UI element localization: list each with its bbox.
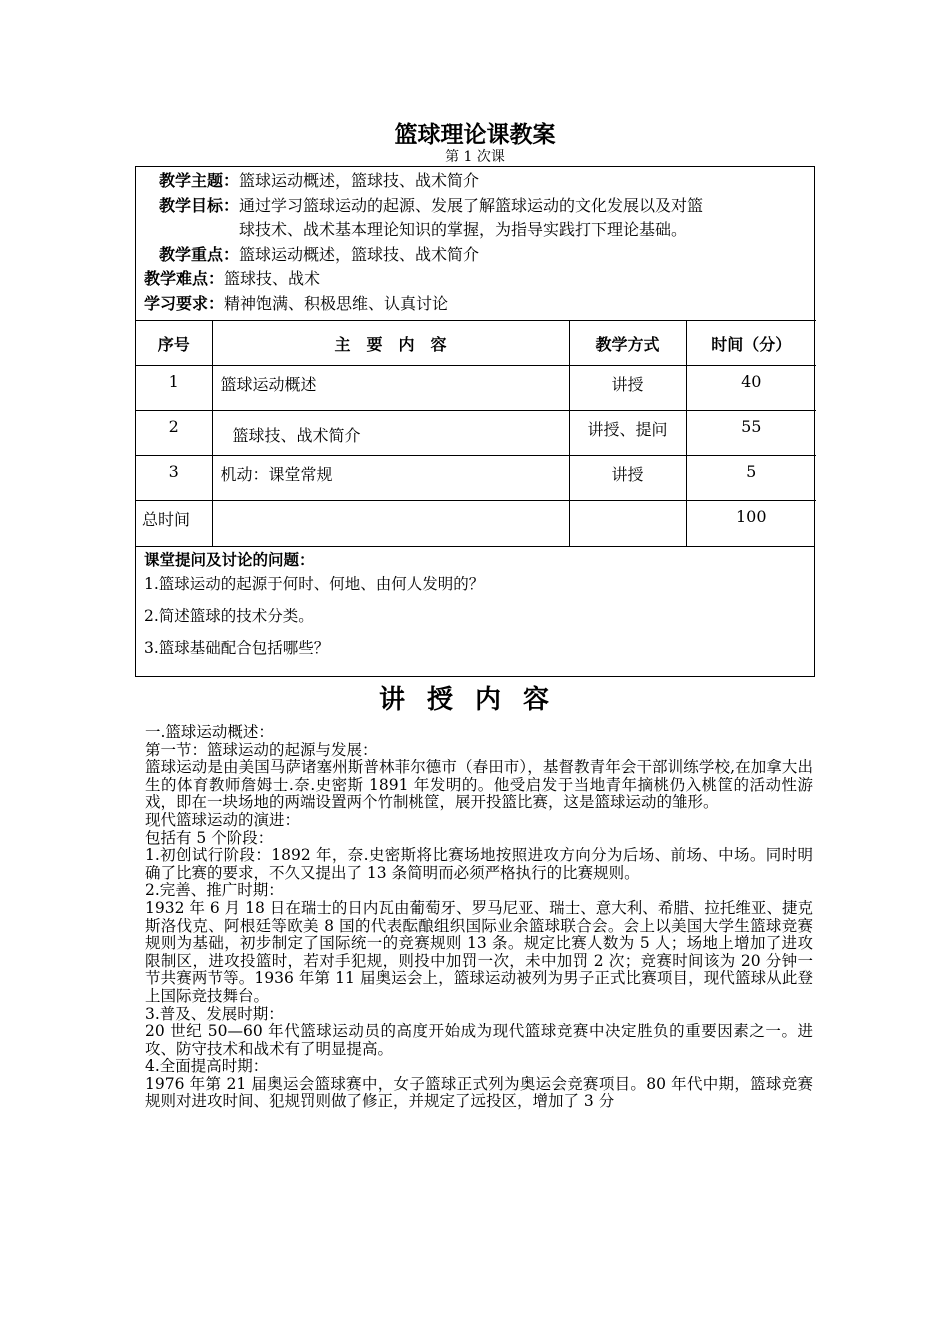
- total-label: 总时间: [136, 501, 212, 546]
- lecture-paragraph: 1932 年 6 月 18 日在瑞士的日内瓦由葡萄牙、罗马尼亚、瑞士、意大利、希腊、拉托维亚、捷克斯洛伐克、阿根廷等欧美 8 国的代表酝酿组织国际业余篮球联合会。会上以美国大学生篮球竞赛规则为基础，初步制定了国际统一的竞赛规则 13 条。规定比赛人数为 5 人；场地上增加了进攻限制区，进攻投篮时，若对手犯规，则投中加罚一次，未中加罚 2 次；竞赛时间该为 20 分钟一节共赛两节等。1936 年第 11 届奥运会上，篮球运动被列为男子正式比赛项目，现代篮球从此登上国际竞技舞台。: [145, 898, 813, 1005]
- requirement-line: [144, 292, 806, 317]
- difficulty-label: 教学难点：: [144, 269, 225, 288]
- table-header-row: [136, 321, 816, 366]
- lesson-info: [136, 167, 814, 320]
- key-value: 篮球运动概述，篮球技、战术简介: [239, 244, 480, 264]
- requirement-label: 学习要求：: [144, 293, 225, 313]
- table-row: [136, 366, 816, 411]
- lecture-paragraph: 2.完善、推广时期：: [145, 881, 284, 900]
- lecture-paragraph: 4.全面提高时期：: [145, 1057, 269, 1076]
- total-value: 100: [686, 501, 816, 546]
- row-method: 讲授: [569, 366, 686, 411]
- row-number: 3: [136, 456, 212, 501]
- goal-label: 教学目标：: [159, 195, 240, 215]
- lecture-paragraph: 20 世纪 50—60 年代篮球运动员的高度开始成为现代篮球竞赛中决定胜负的重要因素之一。进攻、防守技术和战术有了明显提高。: [145, 1022, 814, 1058]
- lecture-paragraph: 一.篮球运动概述：: [145, 723, 274, 741]
- lecture-paragraph: 第一节：篮球运动的起源与发展：: [145, 740, 378, 759]
- lesson-number: 第 1 次课: [445, 149, 505, 165]
- goal-value-2: 球技术、战术基本理论知识的掌握，为指导实践打下理论基础。: [239, 220, 688, 239]
- header-content: 主 要 内 容: [212, 321, 569, 366]
- schedule-table: [136, 320, 816, 546]
- lecture-paragraph: 篮球运动是由美国马萨诸塞州斯普林菲尔德市（春田市），基督教青年会干部训练学校,在加拿大出生的体育教师詹姆士.奈.史密斯 1891 年发明的。他受启发于当地青年摘桃仍入桃筐的活动性游戏，即在一块场地的两端设置两个竹制桃筐，展开投篮比赛，这是篮球运动的雏形。: [145, 758, 813, 812]
- lecture-paragraph: 1976 年第 21 届奥运会篮球赛中，女子篮球正式列为奥运会竞赛项目。80 年代中期，篮球竞赛规则对进攻时间、犯规罚则做了修正，并规定了远投区，增加了 3 分: [145, 1074, 813, 1111]
- lecture-paragraph: 1.初创试行阶段：1892 年，奈.史密斯将比赛场地按照进攻方向分为后场、前场、中场。同时明确了比赛的要求，不久又提出了 13 条简明而必须严格执行的比赛规则。: [145, 846, 813, 882]
- lecture-paragraph: 包括有 5 个阶段：: [145, 828, 274, 847]
- goal-line: [144, 194, 806, 219]
- row-method: 讲授: [569, 456, 686, 501]
- row-time: 40: [686, 366, 816, 411]
- table-row: [136, 456, 816, 501]
- discussion-questions: [136, 546, 814, 676]
- lecture-body: [145, 724, 813, 1111]
- goal-value-1: 通过学习篮球运动的起源、发展了解篮球运动的文化发展以及对篮: [239, 195, 704, 215]
- row-content: 机动：课堂常规: [212, 456, 569, 501]
- row-time: 55: [686, 411, 816, 456]
- question-item: 1.篮球运动的起源于何时、何地、由何人发明的？: [144, 574, 485, 593]
- question-item: 3.篮球基础配合包括哪些？: [144, 638, 330, 657]
- lesson-plan-box: [135, 166, 815, 677]
- requirement-value: 精神饱满、积极思维、认真讨论: [224, 293, 449, 313]
- key-line: [144, 243, 806, 268]
- difficulty-value: 篮球技、战术: [224, 269, 321, 288]
- lecture-paragraph: 现代篮球运动的演进：: [145, 810, 301, 829]
- page-title: 篮球理论课教案: [394, 122, 556, 148]
- difficulty-line: [144, 267, 806, 292]
- table-row: [136, 411, 816, 456]
- row-method: 讲授、提问: [569, 411, 686, 456]
- row-number: 1: [136, 366, 212, 411]
- row-content: 篮球运动概述: [212, 366, 569, 411]
- goal-line-continued: [144, 218, 806, 243]
- total-empty-cell: [212, 501, 569, 546]
- header-number: 序号: [136, 321, 212, 366]
- total-row: [136, 501, 816, 546]
- header-method: 教学方式: [569, 321, 686, 366]
- questions-heading: 课堂提问及讨论的问题：: [144, 550, 315, 569]
- row-content: 篮球技、战术简介: [212, 411, 569, 456]
- total-empty-cell: [569, 501, 686, 546]
- topic-value: 篮球运动概述，篮球技、战术简介: [239, 171, 480, 190]
- row-number: 2: [136, 411, 212, 456]
- key-label: 教学重点：: [159, 244, 240, 264]
- row-time: 5: [686, 456, 816, 501]
- topic-line: [144, 169, 806, 194]
- lecture-heading: 讲授内容: [378, 685, 571, 715]
- header-time: 时间（分）: [686, 321, 816, 366]
- question-item: 2.简述篮球的技术分类。: [144, 606, 314, 625]
- topic-label: 教学主题：: [159, 171, 240, 190]
- lecture-paragraph: 3.普及、发展时期：: [145, 1004, 284, 1023]
